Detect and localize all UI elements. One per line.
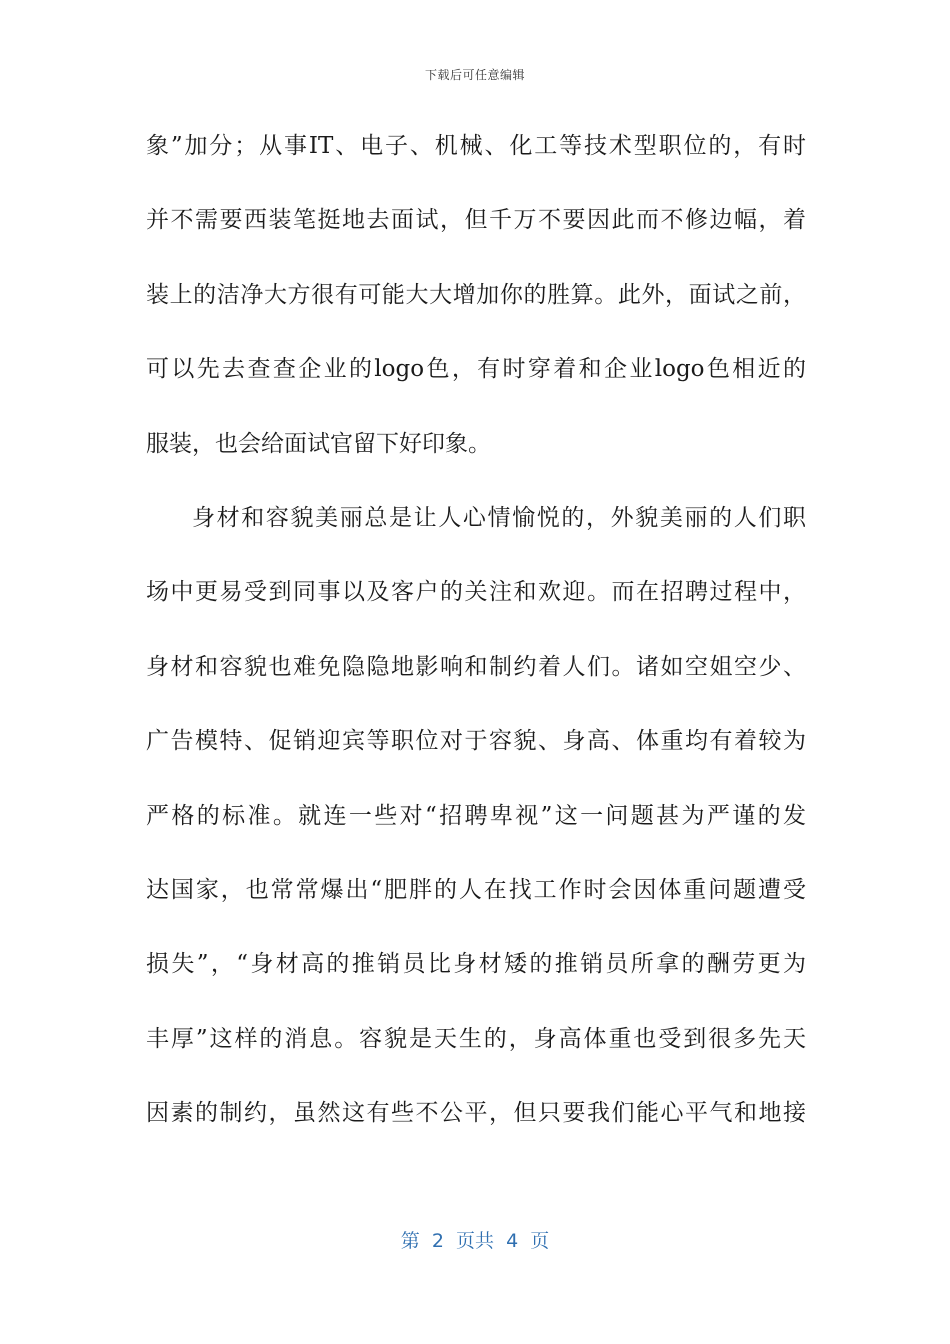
page-number-footer: 第 2 页共 4 页: [400, 1230, 550, 1252]
paragraph-1: [146, 120, 806, 492]
text-line: 身材和容貌也难免隐隐地影响和制约着人们。诸如空姐空少、: [146, 653, 806, 680]
text-line: 丰厚”这样的消息。容貌是天生的，身高体重也受到很多先天: [146, 1025, 806, 1052]
text-line: 可以先去查查企业的logo色，有时穿着和企业logo色相近的: [146, 356, 806, 383]
text-line: 装上的洁净大方很有可能大大增加你的胜算。此外，面试之前，: [146, 281, 806, 308]
text-line: 身材和容貌美丽总是让人心情愉悦的，外貌美丽的人们职: [192, 504, 806, 531]
text-line: 达国家，也常常爆出“肥胖的人在找工作时会因体重问题遭受: [146, 876, 806, 903]
text-line: 严格的标准。就连一些对“招聘卑视”这一问题甚为严谨的发: [146, 802, 806, 829]
text-line: 广告模特、促销迎宾等职位对于容貌、身高、体重均有着较为: [146, 728, 806, 755]
text-line: 损失”，“身材高的推销员比身材矮的推销员所拿的酬劳更为: [146, 951, 806, 978]
text-line: 并不需要西装笔挺地去面试，但千万不要因此而不修边幅，着: [146, 207, 806, 234]
paragraph-2: [146, 492, 806, 1162]
page-header-note: 下载后可任意编辑: [424, 68, 525, 82]
text-line: 象”加分；从事IT、电子、机械、化工等技术型职位的，有时: [146, 133, 806, 159]
text-line: 场中更易受到同事以及客户的关注和欢迎。而在招聘过程中，: [146, 579, 806, 606]
text-line: 因素的制约，虽然这有些不公平，但只要我们能心平气和地接: [146, 1100, 806, 1127]
text-line: 服装，也会给面试官留下好印象。: [146, 430, 491, 457]
document-body: [146, 120, 806, 1161]
